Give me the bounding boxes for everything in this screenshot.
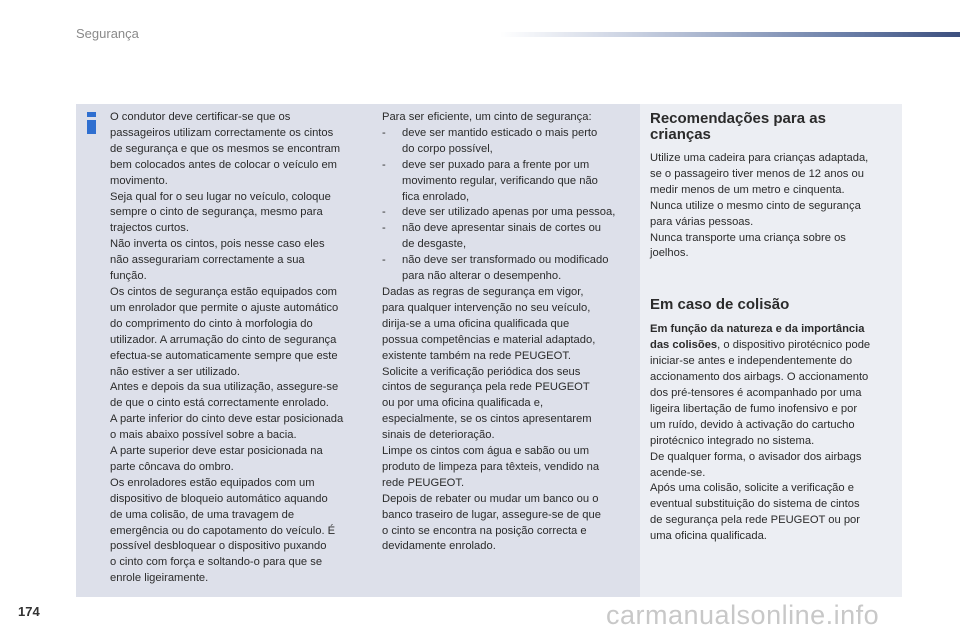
text-line: Limpe os cintos com água e sabão ou um: [382, 445, 590, 458]
text-line: Os enroladores estão equipados com um: [110, 476, 315, 489]
list-item-line: deve ser puxado para a frente por um: [402, 158, 590, 171]
children-text: [650, 151, 900, 262]
text-line: função.: [110, 270, 147, 283]
text-line: Seja qual for o seu lugar no veículo, coloque: [110, 190, 331, 203]
list-item-line: deve ser mantido esticado o mais perto: [402, 126, 598, 139]
belt-maintenance-text: [382, 285, 634, 555]
list-item-line: não deve apresentar sinais de cortes ou: [402, 222, 602, 235]
text-line: devidamente enrolado.: [382, 540, 496, 553]
text-line: existente também na rede PEUGEOT.: [382, 349, 572, 362]
text-line: enrole ligeiramente.: [110, 572, 209, 585]
text-line: Antes e depois da sua utilização, assegure-se: [110, 381, 339, 394]
list-dash: -: [382, 222, 386, 235]
text-line: banco traseiro de lugar, assegure-se de que: [382, 508, 601, 521]
list-dash: -: [382, 158, 386, 171]
text-line: dirija-se a uma oficina qualificada que: [382, 317, 570, 330]
info-icon: [86, 112, 98, 134]
text-line: A parte superior deve estar posicionada na: [110, 445, 323, 458]
text-line: passageiros utilizam correctamente os cintos: [110, 126, 334, 139]
text-line: movimento.: [110, 174, 168, 187]
text-line: Os cintos de segurança estão equipados com: [110, 285, 337, 298]
children-heading-line2: crianças: [650, 126, 711, 143]
text-line: Após uma colisão, solicite a verificação e: [650, 482, 854, 495]
text-line: Utilize uma cadeira para crianças adaptada,: [650, 152, 869, 164]
text-line: para várias pessoas.: [650, 215, 754, 228]
text-line: Nunca utilize o mesmo cinto de segurança: [650, 199, 861, 212]
info-column-1: [110, 110, 360, 587]
list-item: [382, 221, 634, 253]
text-line: De qualquer forma, o avisador dos airbags: [650, 450, 862, 463]
text-line: acende-se.: [650, 466, 706, 479]
list-item-line: deve ser utilizado apenas por uma pessoa,: [402, 206, 616, 219]
list-item: [382, 253, 634, 285]
text-line: especialmente, se os cintos apresentarem: [382, 413, 592, 426]
text-line: o cinto com força e soltando-o para que se: [110, 556, 323, 569]
text-line: trajectos curtos.: [110, 222, 189, 235]
belt-intro: Para ser eficiente, um cinto de segurança:: [382, 111, 592, 123]
children-heading-line1: Recomendações para as: [650, 110, 826, 127]
list-dash: -: [382, 254, 386, 267]
text-line: produto de limpeza para têxteis, vendido na: [382, 460, 600, 473]
text-line: para qualquer intervenção no seu veículo,: [382, 301, 591, 314]
text-line: um enrolador que permite o ajuste automático: [110, 301, 339, 314]
list-item-line: de desgaste,: [402, 238, 467, 251]
text-line: Depois de rebater ou mudar um banco ou o: [382, 492, 599, 505]
list-item: [382, 158, 634, 206]
collision-line2: das colisões, o dispositivo pirotécnico pode: [650, 339, 871, 352]
collision-bold-line1: Em função da natureza e da importância: [650, 323, 865, 336]
list-item-line: do corpo possível,: [402, 142, 493, 155]
belt-requirements-list: [382, 126, 634, 285]
text-line: uma oficina qualificada.: [650, 530, 767, 543]
list-item: [382, 205, 634, 221]
text-line: se o passageiro tiver menos de 12 anos ou: [650, 167, 864, 180]
text-line: possua competências e material adaptado,: [382, 333, 596, 346]
text-line: do comprimento do cinto à morfologia do: [110, 317, 313, 330]
text-line: ou por uma oficina qualificada e,: [382, 397, 544, 410]
text-line: Solicite a verificação periódica dos seus: [382, 365, 581, 378]
text-line: Nunca transporte uma criança sobre os: [650, 231, 846, 244]
section-title: Segurança: [76, 26, 139, 41]
page-number: 174: [18, 604, 40, 619]
text-line: Dadas as regras de segurança em vigor,: [382, 285, 584, 298]
right-column: [650, 110, 900, 545]
info-column-2: [382, 110, 634, 555]
text-line: o mais abaixo possível sobre a bacia.: [110, 429, 297, 442]
text-line: de uma colisão, de uma travagem de: [110, 508, 295, 521]
text-line: emergência ou do capotamento do veículo. É: [110, 524, 336, 537]
text-line: de segurança e que os mesmos se encontram: [110, 142, 341, 155]
text-line: dispositivo de bloqueio automático aquando: [110, 492, 328, 505]
text-line: efectua-se automaticamente sempre que este: [110, 349, 338, 362]
text-line: não assegurariam correctamente a sua: [110, 254, 305, 267]
text-line: pirotécnico integrado no sistema.: [650, 434, 815, 447]
text-line: não estiver a ser utilizado.: [110, 365, 240, 378]
text-line: utilizador. A arrumação do cinto de segurança: [110, 333, 337, 346]
text-line: cintos de segurança pela rede PEUGEOT: [382, 381, 590, 394]
text-line: medir menos de um metro e cinquenta.: [650, 183, 845, 196]
list-item-line: fica enrolado,: [402, 190, 470, 203]
list-item-line: para não alterar o desempenho.: [402, 270, 562, 283]
watermark: carmanualsonline.info: [606, 600, 880, 630]
text-line: o cinto se encontra na posição correcta e: [382, 524, 587, 537]
text-line: Não inverta os cintos, pois nesse caso eles: [110, 238, 325, 251]
text-line: sinais de deterioração.: [382, 429, 495, 442]
text-line: rede PEUGEOT.: [382, 476, 465, 489]
text-line: ligeira libertação de fumo inofensivo e por: [650, 402, 858, 415]
list-item-line: movimento regular, verificando que não: [402, 174, 598, 187]
list-item-line: não deve ser transformado ou modificado: [402, 254, 609, 267]
text-line: de segurança pela rede PEUGEOT ou por: [650, 514, 860, 527]
header-decoration-bar: [500, 32, 960, 37]
text-line: accionamento dos airbags. O accionamento: [650, 371, 869, 384]
list-item: [382, 126, 634, 158]
text-line: um ruído, devido à activação do cartucho: [650, 418, 855, 431]
text-line: parte côncava do ombro.: [110, 460, 234, 473]
list-dash: -: [382, 126, 386, 139]
text-line: O condutor deve certificar-se que os: [110, 111, 291, 123]
list-dash: -: [382, 206, 386, 219]
text-line: dos pré-tensores é acompanhado por uma: [650, 386, 862, 399]
text-line: possível desbloquear o dispositivo puxando: [110, 540, 327, 553]
text-line: bem colocados antes de colocar o veículo em: [110, 158, 337, 171]
text-line: sempre o cinto de segurança, mesmo para: [110, 206, 323, 219]
collision-text: [650, 322, 900, 545]
text-line: joelhos.: [650, 247, 689, 260]
text-line: eventual substituição do sistema de cintos: [650, 498, 860, 511]
collision-heading: Em caso de colisão: [650, 296, 790, 314]
text-line: iniciar-se antes e independentemente do: [650, 355, 853, 368]
text-line: de que o cinto está correctamente enrolado.: [110, 397, 329, 410]
text-line: A parte inferior do cinto deve estar posicionada: [110, 413, 344, 426]
